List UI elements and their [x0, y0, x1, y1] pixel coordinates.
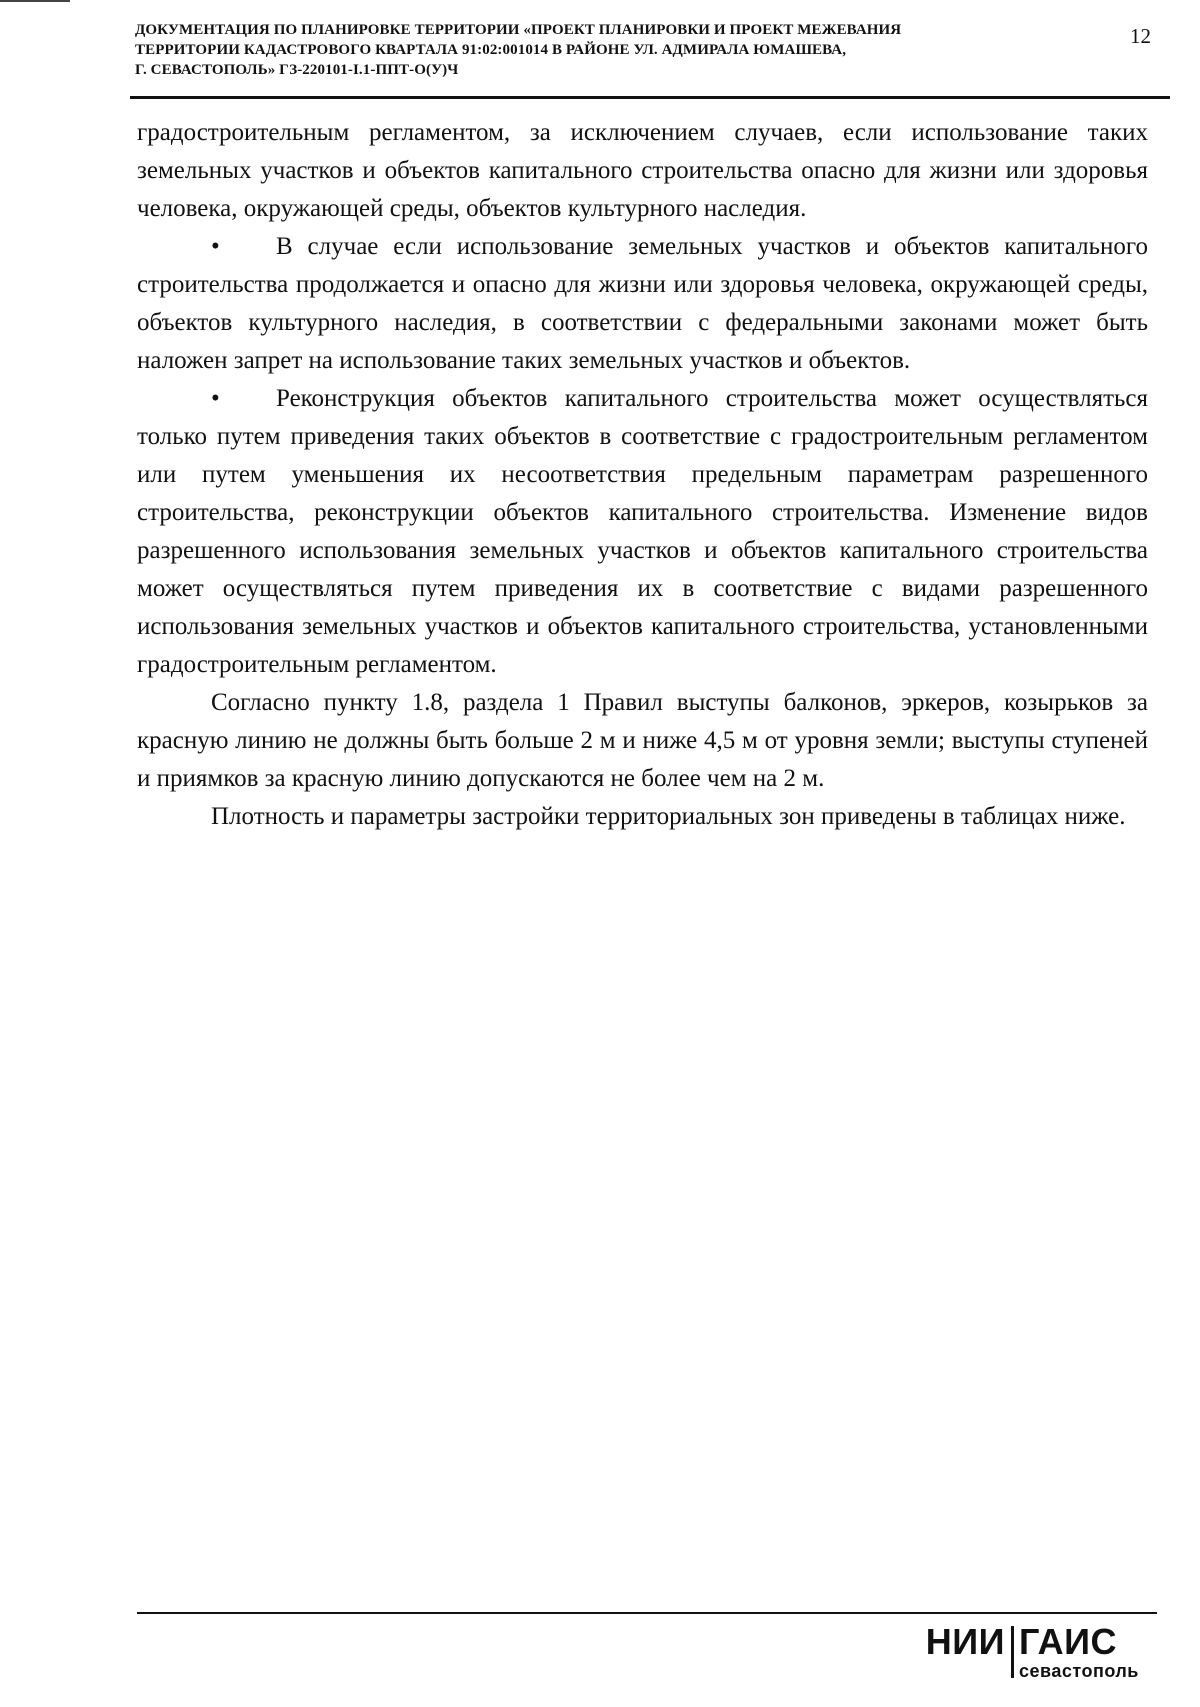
logo-subtitle: севастополь: [1019, 1661, 1139, 1681]
bullet-icon: •: [211, 385, 220, 412]
nii-gais-logo: [915, 1621, 1155, 1684]
bullet-paragraph-reconstruction: [137, 380, 1148, 684]
logo-text-nii: НИИ: [925, 1621, 1005, 1662]
bullet-paragraph-prohibition: [137, 228, 1148, 380]
scan-corner-mark: [0, 0, 70, 2]
paragraph-continuation: градостроительным регламентом, за исключением случаев, если использование таких земельных участков и объектов капитального строительства опасно для жизни или здоровья человека, окружающей среды, объектов культурного наследия.: [137, 119, 1148, 222]
header-divider: [130, 96, 1170, 99]
bullet-paragraph-text: Реконструкция объектов капитального строительства может осуществляться только путем приведения таких объектов в соответствие с градостроительным регламентом или путем уменьшения их несоответствия предельным параметрам разрешенного строительства, реконструкции объектов капитального строительства. Изменение видов разрешенного использования земельных участков и объектов капитального строительства может осуществляться путем приведения их в соответствие с видами разрешенного использования земельных участков и объектов капитального строительства, установленными градостроительным регламентом.: [137, 385, 1148, 678]
header-line-3: Г. СЕВАСТОПОЛЬ» ГЗ-220101-I.1-ППТ-О(У)Ч: [135, 62, 459, 78]
header-line-1: ДОКУМЕНТАЦИЯ ПО ПЛАНИРОВКЕ ТЕРРИТОРИИ «ПРОЕКТ ПЛАНИРОВКИ И ПРОЕКТ МЕЖЕВАНИЯ: [135, 22, 902, 38]
header-line-2: ТЕРРИТОРИИ КАДАСТРОВОГО КВАРТАЛА 91:02:001014 В РАЙОНЕ УЛ. АДМИРАЛА ЮМАШЕВА,: [135, 42, 847, 58]
paragraph-projections: Согласно пункту 1.8, раздела 1 Правил выступы балконов, эркеров, козырьков за красную линию не должны быть больше 2 м и ниже 4,5 м от уровня земли; выступы ступеней и приямков за красную линию допускаются не более чем на 2 м.: [137, 689, 1148, 792]
footer-divider: [137, 1612, 1157, 1614]
page-number: 12: [1130, 24, 1151, 48]
logo-divider: [1011, 1626, 1014, 1678]
bullet-paragraph-text: В случае если использование земельных участков и объектов капитального строительства продолжается и опасно для жизни или здоровья человека, окружающей среды, объектов культурного наследия, в соответствии с федеральными законами может быть наложен запрет на использование таких земельных участков и объектов.: [137, 233, 1148, 374]
document-header: [135, 20, 1165, 80]
document-body: [137, 114, 1148, 836]
logo-text-gais: ГАИС: [1019, 1621, 1118, 1662]
header-title: [135, 20, 1095, 80]
paragraph-density: Плотность и параметры застройки территориальных зон приведены в таблицах ниже.: [211, 803, 1126, 830]
bullet-icon: •: [211, 233, 220, 260]
